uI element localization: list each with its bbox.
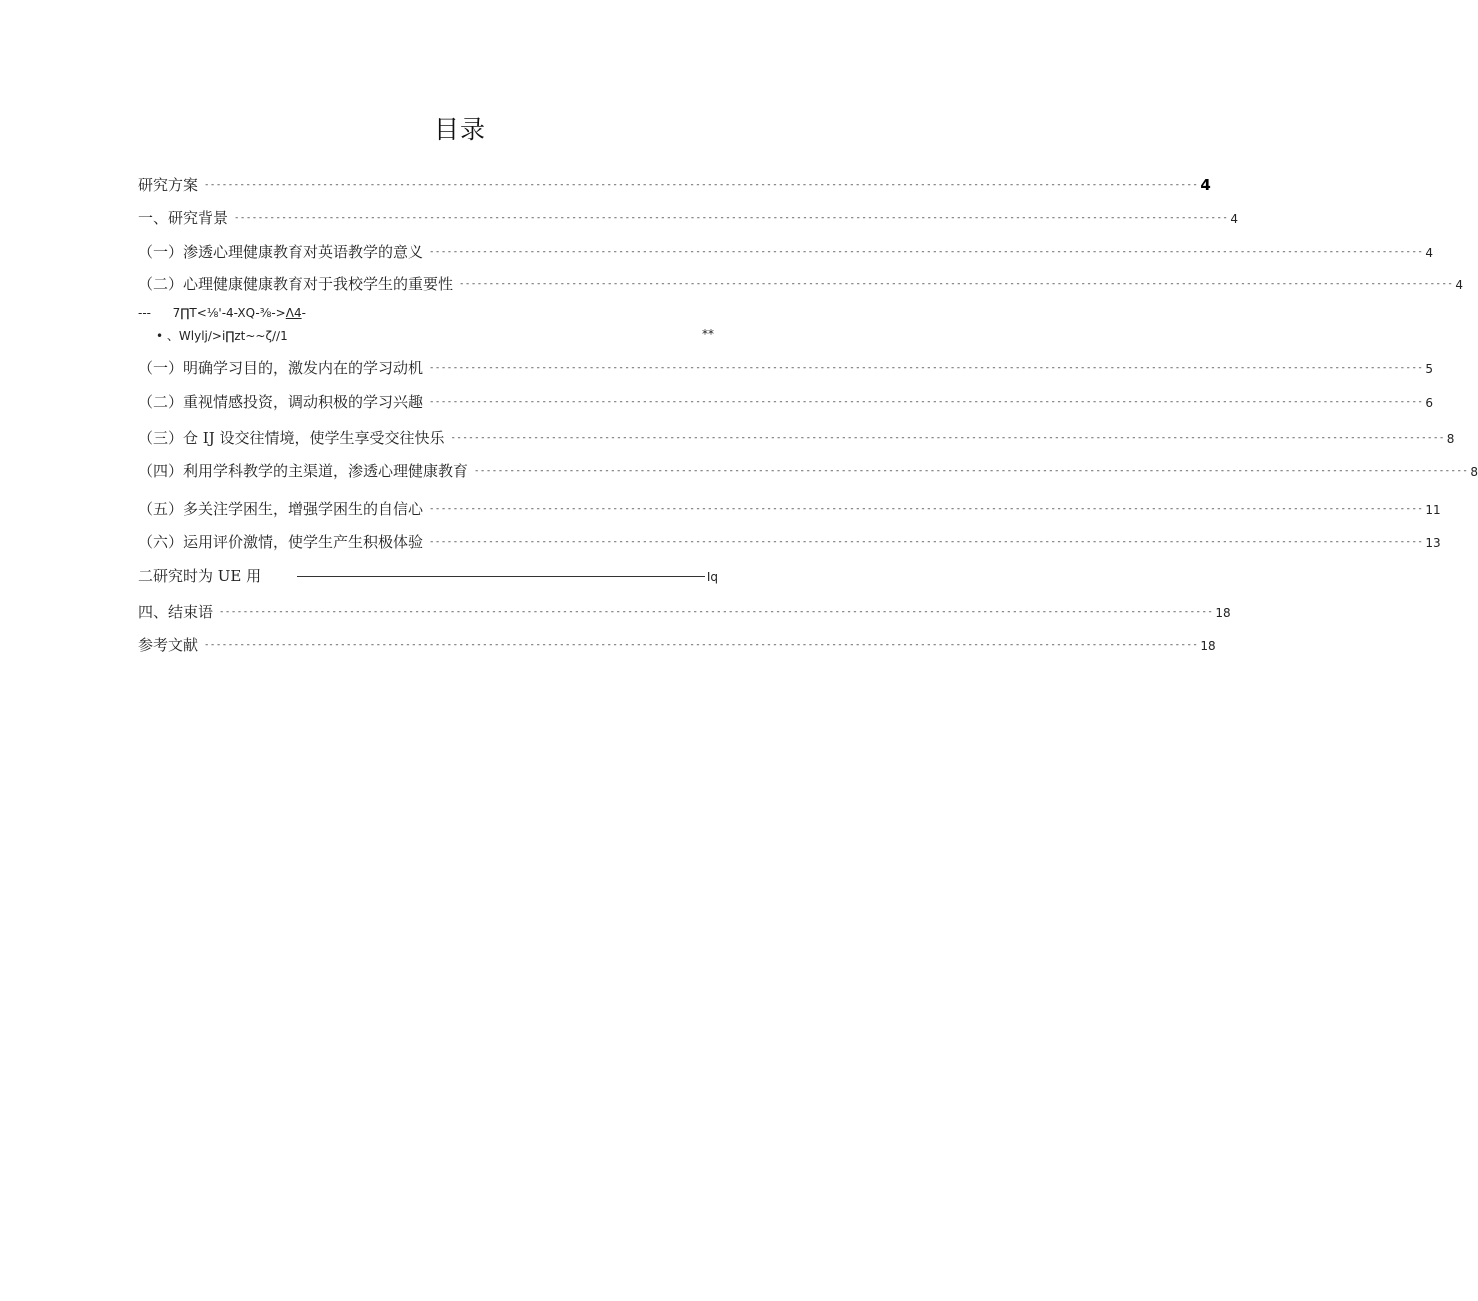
toc-leader: ------------------------------------------------------------------------------------------------------------------------------------------------------------------------ [429,504,1424,514]
page-title: 目录 [433,115,486,144]
garbled-line-2 [156,327,288,344]
toc-entry[interactable] [138,498,1441,519]
toc-entry-page: 18 [1200,639,1216,653]
toc-entry-label: （五）多关注学困生，增强学困生的自信心 [138,500,424,518]
garbled-tail: - [301,306,306,320]
toc-entry[interactable] [138,601,1231,622]
toc-entry-page: 8 [1470,465,1478,479]
toc-entry-label: 四、结束语 [138,603,214,621]
toc-entry-page: 8 [1446,432,1455,446]
toc-leader: ------------------------------------------------------------------------------------------------------------------------------------------------------------------------ [429,397,1424,407]
toc-entry[interactable] [138,207,1238,228]
toc-entry-label: （三）仓 IJ 设交往情境，使学生享受交往快乐 [138,429,445,447]
toc-entry[interactable] [138,174,1211,195]
toc-entry-page: 4 [1425,246,1433,260]
toc-entry[interactable] [138,357,1433,378]
toc-entry-page: 5 [1425,362,1433,376]
toc-entry-label: 二研究时为 UE 用 [138,567,262,585]
toc-leader: ------------------------------------------------------------------------------------------------------------------------------------------------------------------------ [234,213,1229,223]
toc-entry-page: 18 [1215,606,1231,620]
toc-entry-page: 6 [1425,396,1433,410]
toc-entry-page: 13 [1425,536,1441,550]
toc-entry-label: （四）利用学科教学的主渠道，渗透心理健康教育 [138,462,469,480]
toc-leader: ------------------------------------------------------------------------------------------------------------------------------------------------------------------------ [474,466,1469,476]
garbled-line-2-page: ** [702,327,714,341]
toc-leader: ------------------------------------------------------------------------------------------------------------------------------------------------------------------------ [450,433,1445,443]
toc-entry-label: （一）渗透心理健康教育对英语教学的意义 [138,243,424,261]
toc-entry-page: Iq [706,570,718,584]
toc-entry-label: （一）明确学习目的，激发内在的学习动机 [138,359,424,377]
toc-entry[interactable] [138,273,1463,294]
toc-entry[interactable] [138,634,1216,655]
toc-leader [297,575,705,577]
toc-entry-page: 4 [1200,176,1211,194]
garbled-dashes: --- [138,306,151,320]
garbled-underlined-text: Λ4 [285,306,302,320]
toc-entry-label: 研究方案 [138,176,199,194]
toc-entry[interactable] [138,391,1433,412]
toc-entry-label: 一、研究背景 [138,209,229,227]
toc-leader: ------------------------------------------------------------------------------------------------------------------------------------------------------------------------ [429,537,1424,547]
toc-entry-label: 参考文献 [138,636,199,654]
toc-entry[interactable] [138,531,1441,552]
toc-entry[interactable] [138,427,1455,448]
toc-entry-page: 4 [1455,278,1463,292]
toc-leader: ------------------------------------------------------------------------------------------------------------------------------------------------------------------------ [204,180,1199,190]
toc-entry-page: 4 [1230,212,1238,226]
toc-entry-label: （六）运用评价激情，使学生产生积极体验 [138,533,424,551]
toc-entry[interactable] [138,241,1433,262]
garbled-text: • 、Wlylj∕>i∏zt~~ζ∕∕1 [156,329,288,343]
toc-leader: ------------------------------------------------------------------------------------------------------------------------------------------------------------------------ [459,279,1454,289]
toc-entry-label: （二）心理健康健康教育对于我校学生的重要性 [138,275,454,293]
toc-entry[interactable] [138,565,718,586]
toc-entry[interactable] [138,460,1478,481]
toc-entry-page: 11 [1425,503,1441,517]
toc-leader: ------------------------------------------------------------------------------------------------------------------------------------------------------------------------ [429,247,1424,257]
garbled-line-1 [138,306,306,320]
toc-leader: ------------------------------------------------------------------------------------------------------------------------------------------------------------------------ [219,607,1214,617]
toc-leader: ------------------------------------------------------------------------------------------------------------------------------------------------------------------------ [429,363,1424,373]
garbled-text: 7∏T<⅛'-4-XQ-⅜-> [172,306,286,320]
toc-leader: ------------------------------------------------------------------------------------------------------------------------------------------------------------------------ [204,640,1199,650]
toc-entry-label: （二）重视情感投资，调动积极的学习兴趣 [138,393,424,411]
